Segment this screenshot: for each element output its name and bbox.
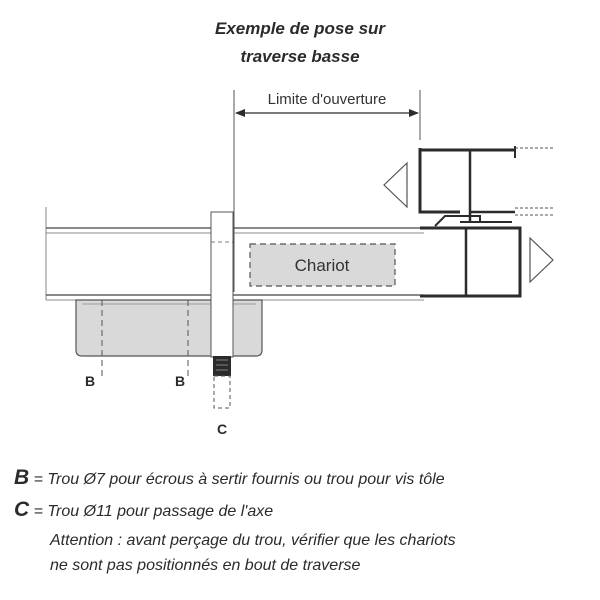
- legend-c-key: C: [14, 498, 30, 521]
- marker-b-right: B: [174, 373, 186, 389]
- legend-b-text: = Trou Ø7 pour écrous à sertir fournis ou trou pour vis tôle: [29, 471, 445, 488]
- diagram-title-line1: Exemple de pose sur: [214, 19, 386, 38]
- carriage: [250, 244, 395, 286]
- carriage-label: Chariot: [294, 256, 350, 275]
- left-direction-arrow-icon: [384, 163, 407, 207]
- lower-door-profile: [420, 216, 520, 296]
- right-direction-arrow-icon: [530, 238, 553, 282]
- marker-b-left: B: [84, 373, 96, 389]
- diagram-title-line2: traverse basse: [240, 47, 360, 66]
- legend-c-note-line1-text: Attention : avant perçage du trou, vérifier que les chariots: [50, 532, 456, 549]
- legend-c-note-line2: [50, 557, 360, 575]
- mounting-bracket: [76, 300, 262, 356]
- legend-b: [14, 466, 445, 490]
- legend-c-text: = Trou Ø11 pour passage de l'axe: [29, 503, 274, 520]
- legend-c-note-line2-text: ne sont pas positionnés en bout de traverse: [50, 557, 361, 574]
- marker-c: C: [216, 421, 228, 437]
- legend-b-key: B: [14, 466, 30, 489]
- upper-door-profile: [420, 146, 555, 222]
- axis-c: [211, 212, 233, 408]
- opening-limit-label: Limite d'ouverture: [267, 91, 387, 108]
- legend-c-note-line1: [50, 532, 456, 550]
- legend-c: [14, 498, 273, 522]
